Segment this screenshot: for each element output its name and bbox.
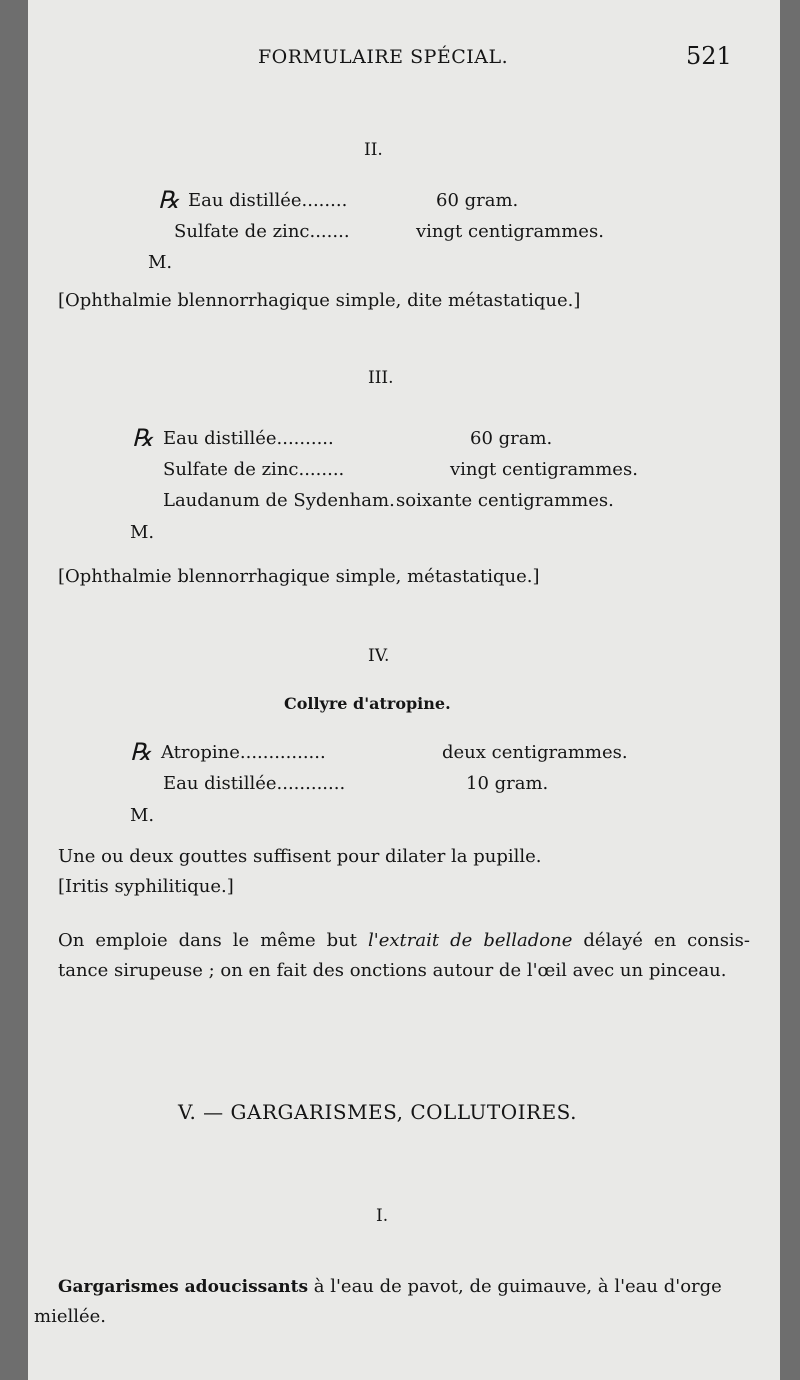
misce-label: M.: [148, 252, 173, 273]
final-paragraph-line-1: [58, 1276, 722, 1297]
page-number: 521: [686, 42, 732, 70]
ingredient-item: Eau distillée............: [163, 773, 346, 794]
ingredient-qty: 60 gram.: [470, 428, 553, 449]
ingredient-qty: vingt centigrammes.: [416, 221, 604, 242]
misce-label: M.: [130, 522, 155, 543]
ingredient-qty: soixante centigrammes.: [396, 490, 614, 511]
indication-note: [Ophthalmie blennorrhagique simple, métastatique.]: [58, 566, 540, 587]
chapter-heading: V. — GARGARISMES, COLLUTOIRES.: [178, 1100, 578, 1124]
ingredient-qty: deux centigrammes.: [442, 742, 628, 763]
ingredient-item: Eau distillée..........: [163, 428, 334, 449]
ingredient-qty: 10 gram.: [466, 773, 549, 794]
ingredient-qty: vingt centigrammes.: [450, 459, 638, 480]
section-number-ii: II.: [364, 140, 383, 160]
paragraph-line-1: [58, 930, 750, 951]
ingredient-item: Sulfate de zinc.......: [174, 221, 350, 242]
paragraph-text: On emploie dans le même but: [58, 930, 369, 951]
paragraph-text: délayé en consis-: [572, 930, 751, 951]
ingredient-item: Sulfate de zinc........: [163, 459, 345, 480]
paragraph-line-2: tance sirupeuse ; on en fait des onctions autour de l'œil avec un pinceau.: [58, 960, 727, 981]
running-header: FORMULAIRE SPÉCIAL.: [258, 46, 509, 68]
paragraph-italic-text: l'extrait de belladone: [368, 930, 573, 951]
section-number-iii: III.: [368, 368, 394, 388]
misce-label: M.: [130, 805, 155, 826]
indication-note: [Iritis syphilitique.]: [58, 876, 234, 897]
ingredient-item: Atropine...............: [161, 742, 326, 763]
section-number-i: I.: [376, 1206, 389, 1226]
ingredient-qty: 60 gram.: [436, 190, 519, 211]
formula-title: Collyre d'atropine.: [284, 694, 451, 713]
paragraph-text: à l'eau de pavot, de guimauve, à l'eau d'orge: [308, 1276, 722, 1297]
recipe-symbol-icon: ℞: [130, 738, 152, 766]
ingredient-item: Laudanum de Sydenham.: [163, 490, 395, 511]
bold-term: Gargarismes adoucissants: [58, 1277, 309, 1297]
ingredient-item: Eau distillée........: [188, 190, 348, 211]
recipe-symbol-icon: ℞: [132, 424, 154, 452]
indication-note: [Ophthalmie blennorrhagique simple, dite métastatique.]: [58, 290, 581, 311]
document-page: [28, 0, 780, 1380]
final-paragraph-line-2: miellée.: [34, 1306, 107, 1327]
usage-text: Une ou deux gouttes suffisent pour dilater la pupille.: [58, 846, 542, 867]
recipe-symbol-icon: ℞: [158, 186, 180, 214]
section-number-iv: IV.: [368, 646, 390, 666]
